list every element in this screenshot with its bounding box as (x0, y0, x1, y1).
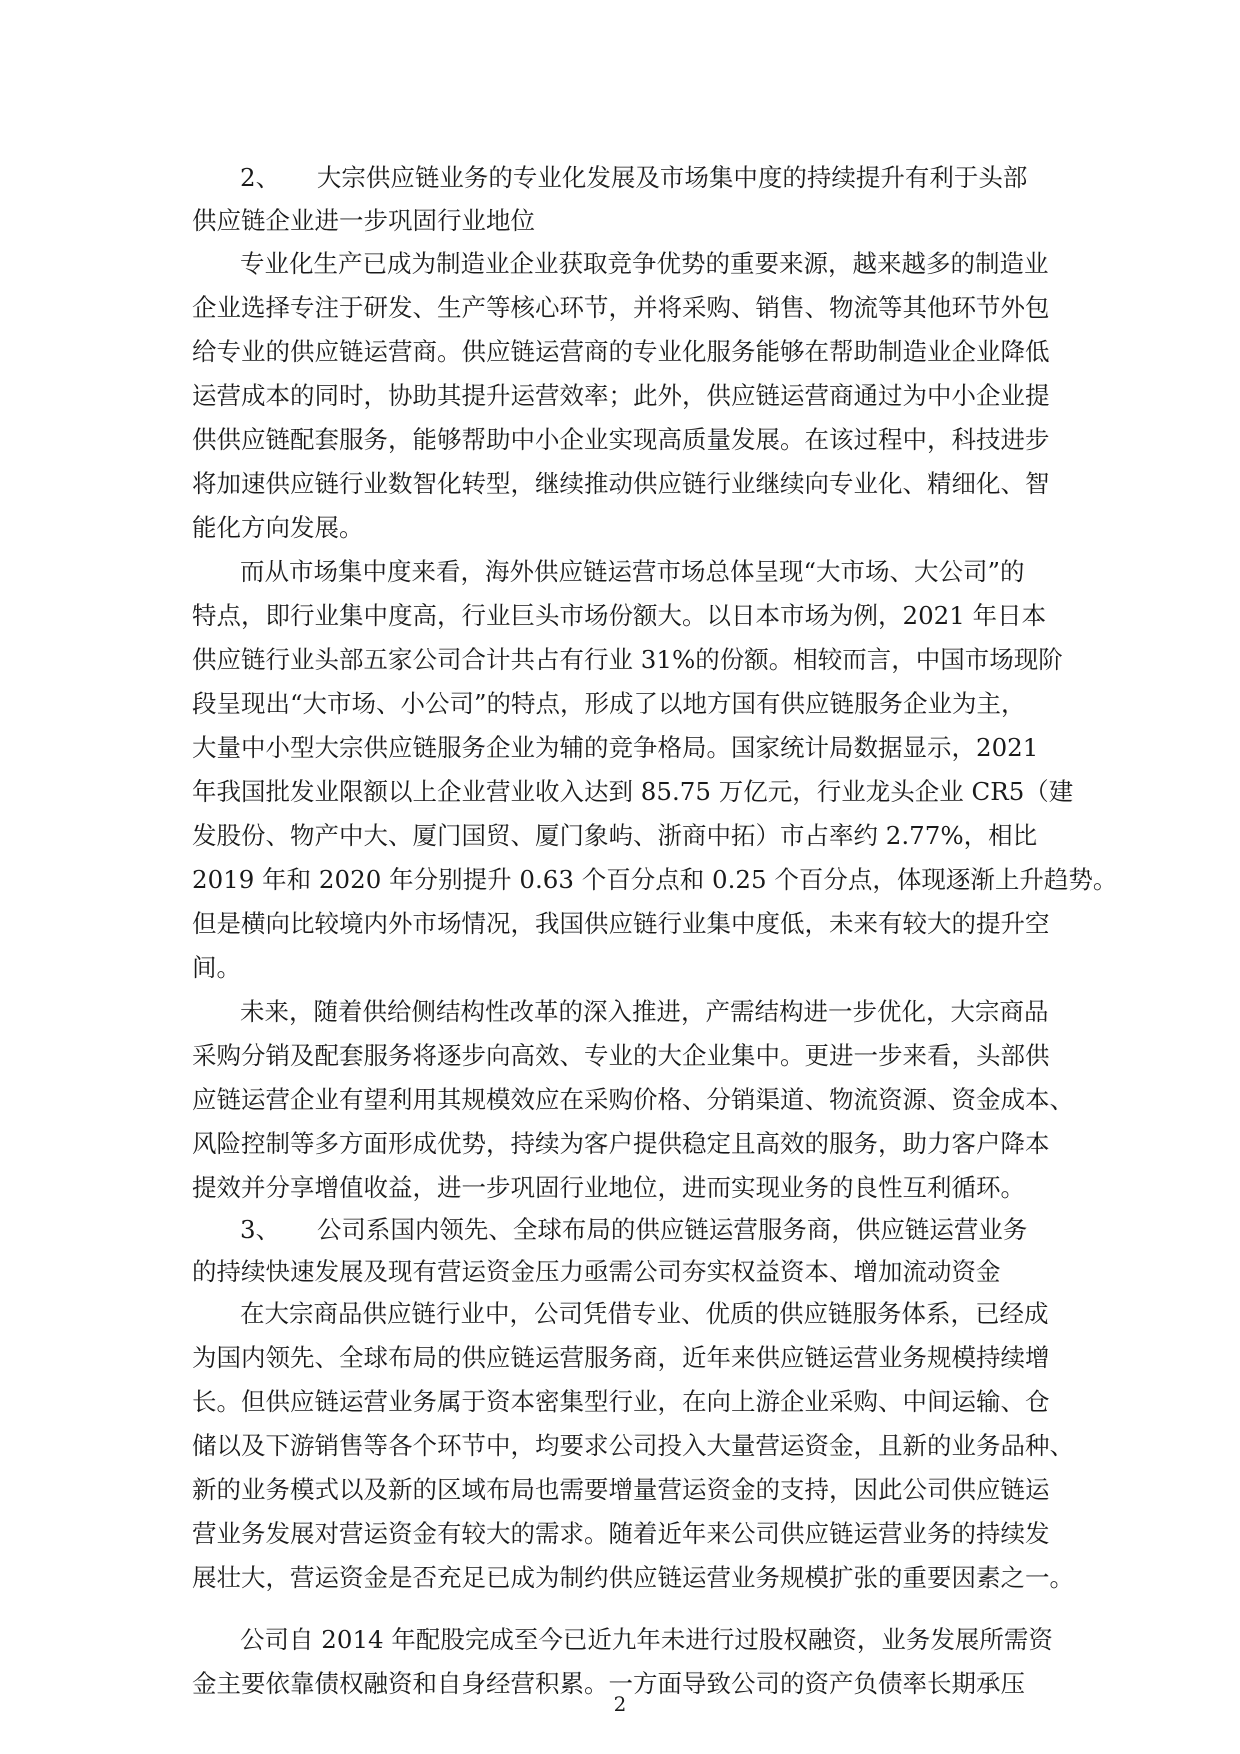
paragraph-line: 段呈现出“大市场、小公司”的特点，形成了以地方国有供应链服务企业为主， (192, 689, 1026, 718)
paragraph-line: 金主要依靠债权融资和自身经营积累。一方面导致公司的资产负债率长期承压 (192, 1669, 1025, 1698)
paragraph-line: 长。但供应链运营业务属于资本密集型行业，在向上游企业采购、中间运输、仓 (192, 1387, 1050, 1416)
paragraph-line: 为国内领先、全球布局的供应链运营服务商，近年来供应链运营业务规模持续增 (192, 1343, 1050, 1372)
paragraph-line: 运营成本的同时，协助其提升运营效率；此外，供应链运营商通过为中小企业提 (192, 381, 1050, 410)
heading-3-line-1: 3、 公司系国内领先、全球布局的供应链运营服务商，供应链运营业务 (240, 1215, 1028, 1244)
heading-3-line-2: 的持续快速发展及现有营运资金压力亟需公司夯实权益资本、增加流动资金 (192, 1257, 1001, 1286)
paragraph-line: 专业化生产已成为制造业企业获取竞争优势的重要来源，越来越多的制造业 (240, 249, 1049, 278)
paragraph-line: 在大宗商品供应链行业中，公司凭借专业、优质的供应链服务体系，已经成 (240, 1299, 1049, 1328)
paragraph-line: 提效并分享增值收益，进一步巩固行业地位，进而实现业务的良性互利循环。 (192, 1173, 1025, 1202)
paragraph-line: 大量中小型大宗供应链服务企业为辅的竞争格局。国家统计局数据显示，2021 (192, 733, 1039, 762)
paragraph-line: 发股份、物产中大、厦门国贸、厦门象屿、浙商中拓）市占率约 2.77%，相比 (192, 821, 1038, 850)
page-number: 2 (613, 1692, 627, 1716)
heading-2-line-1: 2、 大宗供应链业务的专业化发展及市场集中度的持续提升有利于头部 (240, 163, 1028, 192)
paragraph-line: 间。 (192, 953, 241, 982)
paragraph-line: 公司自 2014 年配股完成至今已近九年未进行过股权融资，业务发展所需资 (240, 1625, 1053, 1654)
paragraph-line: 而从市场集中度来看，海外供应链运营市场总体呈现“大市场、大公司”的 (240, 557, 1025, 586)
paragraph-line: 能化方向发展。 (192, 513, 364, 542)
paragraph-line: 但是横向比较境内外市场情况，我国供应链行业集中度低，未来有较大的提升空 (192, 909, 1050, 938)
paragraph-line: 应链运营企业有望利用其规模效应在采购价格、分销渠道、物流资源、资金成本、 (192, 1085, 1074, 1114)
paragraph-line: 2019 年和 2020 年分别提升 0.63 个百分点和 0.25 个百分点，体现逐渐上升趋势。 (192, 865, 1118, 894)
paragraph-line: 储以及下游销售等各个环节中，均要求公司投入大量营运资金，且新的业务品种、 (192, 1431, 1074, 1460)
paragraph-line: 特点，即行业集中度高，行业巨头市场份额大。以日本市场为例，2021 年日本 (192, 601, 1047, 630)
paragraph-line: 企业选择专注于研发、生产等核心环节，并将采购、销售、物流等其他环节外包 (192, 293, 1050, 322)
paragraph-line: 展壮大，营运资金是否充足已成为制约供应链运营业务规模扩张的重要因素之一。 (192, 1563, 1074, 1592)
paragraph-line: 年我国批发业限额以上企业营业收入达到 85.75 万亿元，行业龙头企业 CR5（建 (192, 777, 1074, 806)
paragraph-line: 新的业务模式以及新的区域布局也需要增量营运资金的支持，因此公司供应链运 (192, 1475, 1050, 1504)
paragraph-line: 供应链行业头部五家公司合计共占有行业 31%的份额。相较而言，中国市场现阶 (192, 645, 1063, 674)
paragraph-line: 将加速供应链行业数智化转型，继续推动供应链行业继续向专业化、精细化、智 (192, 469, 1050, 498)
paragraph-line: 未来，随着供给侧结构性改革的深入推进，产需结构进一步优化，大宗商品 (240, 997, 1049, 1026)
paragraph-line: 营业务发展对营运资金有较大的需求。随着近年来公司供应链运营业务的持续发 (192, 1519, 1050, 1548)
paragraph-line: 供供应链配套服务，能够帮助中小企业实现高质量发展。在该过程中，科技进步 (192, 425, 1050, 454)
paragraph-line: 风险控制等多方面形成优势，持续为客户提供稳定且高效的服务，助力客户降本 (192, 1129, 1050, 1158)
heading-2-line-2: 供应链企业进一步巩固行业地位 (192, 206, 535, 235)
paragraph-line: 给专业的供应链运营商。供应链运营商的专业化服务能够在帮助制造业企业降低 (192, 337, 1050, 366)
paragraph-line: 采购分销及配套服务将逐步向高效、专业的大企业集中。更进一步来看，头部供 (192, 1041, 1050, 1070)
